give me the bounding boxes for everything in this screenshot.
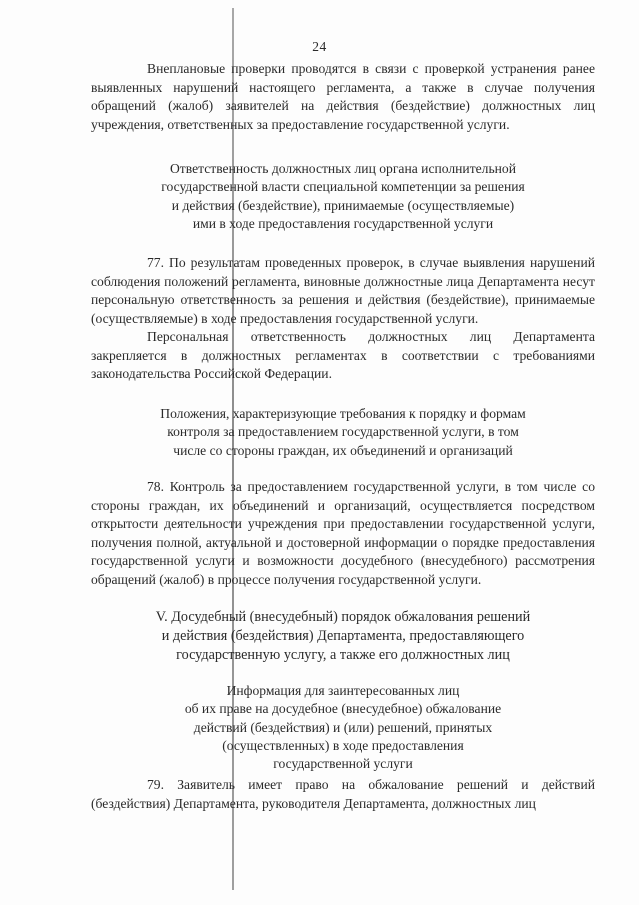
paragraph-text: Персональная ответственность должностных лиц Департамента закрепляется в должностных регламентах в соответствии с требованиями законодательства Российской Федерации. — [91, 329, 595, 381]
paragraph-unscheduled-inspections — [91, 60, 595, 134]
page-number: 24 — [312, 39, 327, 54]
heading-line: Информация для заинтересованных лиц — [226, 683, 460, 698]
heading-line: государственной услуги — [273, 756, 413, 772]
heading-control-requirements — [91, 405, 595, 460]
heading-line: об их праве на досудебное (внесудебное) обжалование — [184, 701, 502, 717]
paragraph-text: 78. Контроль за предоставлением государственной услуги, в том числе со стороны граждан, их объединений и организаций, осуществляется посредством открытости деятельности учреждения при предоставлении государственной услуги, получения полной, актуальной и достоверной информации о порядке предоставления государственной услуги и возможности досудебного (внесудебного) рассмотрения обращений (жалоб) в процессе получения государственной услуги. — [91, 479, 595, 587]
heading-line: ими в ходе предоставления государственной услуги — [192, 215, 494, 231]
heading-line: Положения, характеризующие требования к порядку и формам — [160, 406, 526, 421]
heading-line: и действия (бездействия) Департамента, предоставляющего — [161, 628, 525, 644]
heading-information-for-interested-persons — [91, 682, 595, 773]
paragraph-text: Внеплановые проверки проводятся в связи с проверкой устранения ранее выявленных нарушений настоящего регламента, а также в случае получения обращений (жалоб) заявителей на действия (бездействие) должностных лиц учреждения, ответственных за предоставление государственной услуги. — [91, 61, 595, 132]
paragraph-79 — [91, 776, 595, 813]
heading-line: Ответственность должностных лиц органа исполнительной — [169, 161, 517, 176]
paragraph-78 — [91, 478, 595, 589]
paragraph-77 — [91, 254, 595, 384]
paragraph-text: 79. Заявитель имеет право на обжалование решений и действий (бездействия) Департамента, руководителя Департамента, должностных лиц — [91, 777, 595, 811]
heading-line: государственной власти специальной компетенции за решения — [161, 179, 525, 195]
heading-line: действий (бездействия) и (или) решений, принятых — [193, 719, 493, 735]
heading-line: (осуществленных) в ходе предоставления — [222, 737, 464, 753]
heading-official-responsibility — [91, 160, 595, 233]
heading-line: государственную услугу, а также его должностных лиц — [176, 647, 510, 663]
heading-section-v — [91, 608, 595, 665]
heading-line: V. Досудебный (внесудебный) порядок обжалования решений — [155, 609, 531, 625]
heading-line: контроля за предоставлением государственной услуги, в том — [167, 424, 519, 440]
heading-line: и действия (бездействие), принимаемые (осуществляемые) — [171, 197, 515, 213]
heading-line: числе со стороны граждан, их объединений и организаций — [173, 442, 513, 458]
paragraph-text: 77. По результатам проведенных проверок, в случае выявления нарушений соблюдения положений регламента, виновные должностные лица Департамента несут персональную ответственность за решения и действия (бездействие), принимаемые (осуществляемые) в ходе предоставления государственной услуги. — [91, 255, 595, 326]
